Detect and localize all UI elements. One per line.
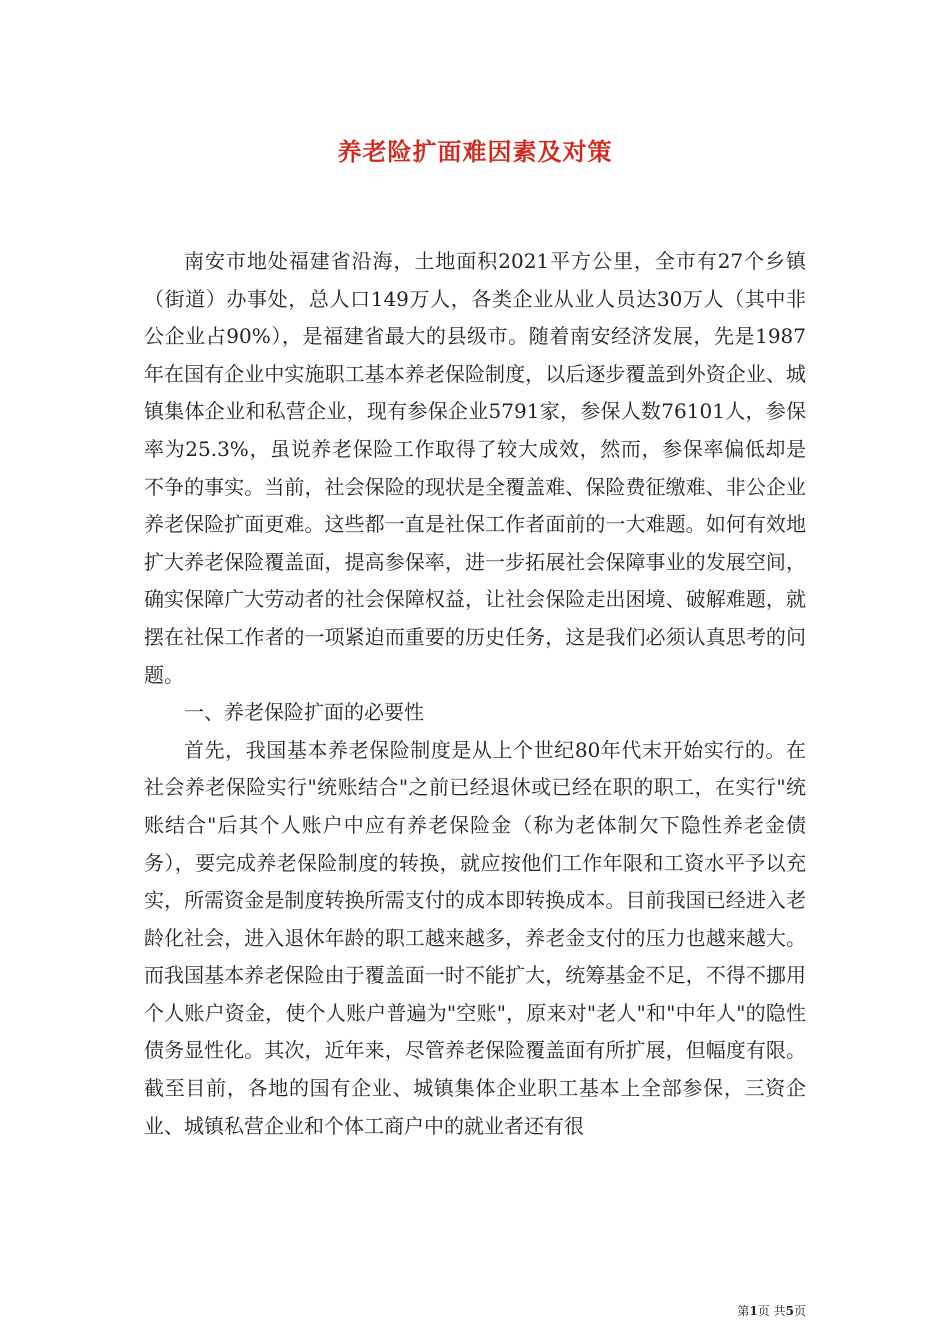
section-heading: 一、养老保险扩面的必要性 (184, 700, 424, 725)
footer-current-page: 1 (749, 1304, 758, 1318)
section-paragraph: 首先，我国基本养老保险制度是从上个世纪80年代末开始实行的。在社会养老保险实行"统账结合"之前已经退休或已经在职的职工，在实行"统账结合"后其个人账户中应有养老保险金（称为老体制欠下隐性养老金债务），要完成养老保险制度的转换，就应按他们工作年限和工资水平予以充实，所需资金是制度转换所需支付的成本即转换成本。目前我国已经进入老龄化社会，进入退休年龄的职工越来越多，养老金支付的压力也越来越大。而我国基本养老保险由于覆盖面一时不能扩大，统筹基金不足，不得不挪用个人账户资金，使个人账户普遍为"空账"，原来对"老人"和"中年人"的隐性债务显性化。其次，近年来，尽管养老保险覆盖面有所扩展，但幅度有限。截至目前，各地的国有企业、城镇集体企业职工基本上全部参保，三资企业、城镇私营企业和个体工商户中的就业者还有很 (144, 737, 806, 1138)
document-title: 养老险扩面难因素及对策 (337, 137, 613, 166)
footer-prefix: 第 (737, 1304, 750, 1318)
intro-paragraph: 南安市地处福建省沿海，土地面积2021平方公里，全市有27个乡镇（街道）办事处，总人口149万人，各类企业从业人员达30万人（其中非公企业占90%），是福建省最大的县级市。随着南安经济发展，先是1987年在国有企业中实施职工基本养老保险制度，以后逐步覆盖到外资企业、城镇集体企业和私营企业，现有参保企业5791家，参保人数76101人，参保率为25.3%，虽说养老保险工作取得了较大成效，然而，参保率偏低却是不争的事实。当前，社会保险的现状是全覆盖难、保险费征缴难、非公企业养老保险扩面更难。这些都一直是社保工作者面前的一大难题。如何有效地扩大养老保险覆盖面，提高参保率，进一步拓展社会保障事业的发展空间，确实保障广大劳动者的社会保障权益，让社会保险走出困境、破解难题，就摆在社保工作者的一项紧迫而重要的历史任务，这是我们必须认真思考的问题。 (144, 249, 806, 687)
footer-middle: 页 共 (757, 1304, 786, 1318)
document-body (144, 243, 806, 1145)
footer-suffix: 页 (793, 1304, 806, 1318)
page-footer (737, 1302, 806, 1319)
footer-total-pages: 5 (785, 1304, 794, 1318)
